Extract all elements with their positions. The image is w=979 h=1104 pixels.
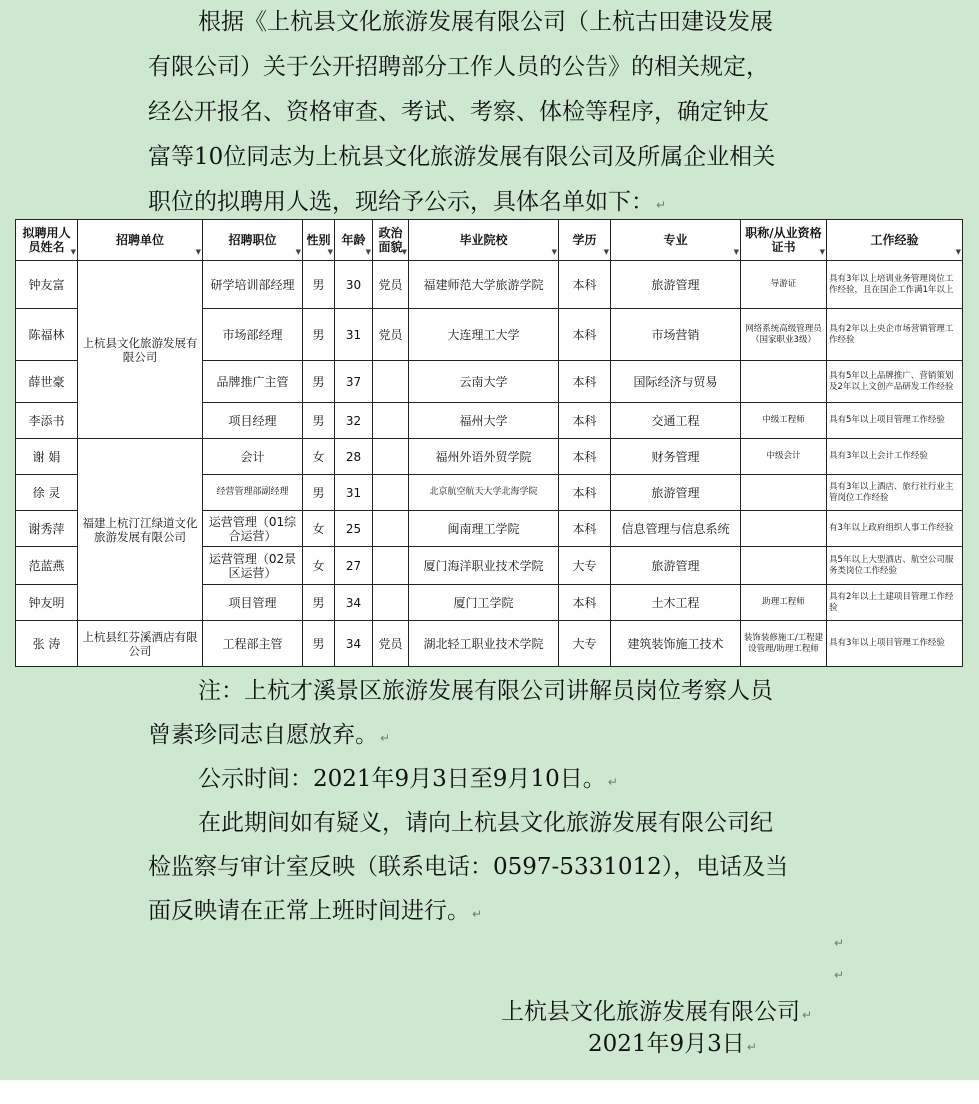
header-name[interactable]: 拟聘用人员姓名 ▼ [16,220,78,261]
table-row [16,439,963,475]
cell-political [373,475,409,511]
filter-arrow-icon[interactable]: ▼ [733,248,739,256]
cell-gender: 男 [303,309,335,361]
cell-cert [741,547,827,585]
table-row [16,621,963,667]
header-position[interactable]: 招聘职位 ▼ [203,220,303,261]
cell-experience: 具5年以上大型酒店、航空公司服务类岗位工作经验 [827,547,963,585]
paragraph-mark-icon: ↵ [472,907,483,921]
paragraph-mark-icon: ↵ [607,775,618,789]
header-political[interactable]: 政治面貌 ▼ [373,220,409,261]
cell-school: 厦门海洋职业技术学院 [409,547,559,585]
signature-date: 2021年9月3日 ↵ [588,1031,757,1057]
cell-position: 项目经理 [203,403,303,439]
intro-line-2: 有限公司）关于公开招聘部分工作人员的公告》的相关规定， [148,54,769,80]
cell-name: 钟友富 [16,261,78,309]
cell-major: 土木工程 [611,585,741,621]
filter-arrow-icon[interactable]: ▼ [195,248,201,256]
cell-degree: 大专 [559,621,611,667]
cell-gender: 女 [303,547,335,585]
note-line-1: 注：上杭才溪景区旅游发展有限公司讲解员岗位考察人员 [198,678,773,704]
cell-experience: 具有3年以上培训业务管理岗位工作经验，且在国企工作满1年以上 [827,261,963,309]
paragraph-mark-icon: ↵ [656,198,667,212]
cell-age: 32 [335,403,373,439]
cell-position: 运营管理（02景区运营） [203,547,303,585]
cell-school: 云南大学 [409,361,559,403]
cell-experience: 具有3年以上项目管理工作经验 [827,621,963,667]
cell-name: 李添书 [16,403,78,439]
cell-age: 30 [335,261,373,309]
candidate-table [15,219,963,667]
filter-arrow-icon[interactable]: ▼ [955,248,961,256]
cell-position: 会计 [203,439,303,475]
cell-age: 34 [335,621,373,667]
cell-age: 31 [335,475,373,511]
paragraph-mark-icon: ↵ [802,1008,813,1022]
contact-line-3: 面反映请在正常上班时间进行。 ↵ [148,898,483,924]
cell-position: 工程部主管 [203,621,303,667]
cell-major: 市场营销 [611,309,741,361]
cell-experience: 具有3年以上酒店、旅行社行业主管岗位工作经验 [827,475,963,511]
cell-school: 福州大学 [409,403,559,439]
cell-degree: 本科 [559,439,611,475]
cell-position: 运营管理（01综合运营） [203,511,303,547]
cell-experience: 具有5年以上品牌推广、营销策划及2年以上文创产品研发工作经验 [827,361,963,403]
cell-cert [741,475,827,511]
cell-experience: 有3年以上政府组织人事工作经验 [827,511,963,547]
cell-political: 党员 [373,309,409,361]
intro-line-5: 职位的拟聘用人选，现给予公示，具体名单如下： ↵ [148,189,667,215]
cell-political [373,511,409,547]
cell-cert: 网络系统高级管理员（国家职业3级） [741,309,827,361]
cell-gender: 男 [303,403,335,439]
cell-major: 旅游管理 [611,475,741,511]
cell-cert: 装饰装修施工/工程建设管理/助理工程师 [741,621,827,667]
cell-degree: 本科 [559,475,611,511]
cell-name: 范蓝燕 [16,547,78,585]
cell-political [373,403,409,439]
cell-gender: 男 [303,475,335,511]
cell-political: 党员 [373,261,409,309]
cell-unit: 福建上杭汀江绿道文化旅游发展有限公司 [78,439,203,621]
cell-major: 信息管理与信息系统 [611,511,741,547]
note-line-2: 曾素珍同志自愿放弃。 ↵ [148,722,391,748]
cell-gender: 男 [303,621,335,667]
contact-line-2: 检监察与审计室反映（联系电话：0597-5331012），电话及当 [148,854,789,880]
cell-experience: 具有2年以上央企市场营销管理工作经验 [827,309,963,361]
publicity-period: 公示时间：2021年9月3日至9月10日。 ↵ [198,766,618,792]
cell-name: 薛世豪 [16,361,78,403]
cell-school: 福州外语外贸学院 [409,439,559,475]
cell-cert [741,361,827,403]
cell-degree: 大专 [559,547,611,585]
table-row [16,261,963,309]
cell-name: 张 涛 [16,621,78,667]
filter-arrow-icon[interactable]: ▼ [365,248,371,256]
cell-cert [741,511,827,547]
paragraph-mark-icon: ↵ [834,936,845,950]
cell-gender: 女 [303,511,335,547]
cell-age: 25 [335,511,373,547]
cell-political [373,585,409,621]
cell-degree: 本科 [559,403,611,439]
cell-name: 谢 娟 [16,439,78,475]
cell-age: 28 [335,439,373,475]
paragraph-mark-icon: ↵ [746,1040,757,1054]
empty-paragraph-mark [832,930,844,953]
filter-arrow-icon[interactable]: ▼ [603,248,609,256]
cell-cert: 导游证 [741,261,827,309]
cell-age: 37 [335,361,373,403]
cell-major: 旅游管理 [611,547,741,585]
cell-school: 厦门工学院 [409,585,559,621]
filter-arrow-icon[interactable]: ▼ [70,248,76,256]
intro-line-1: 根据《上杭县文化旅游发展有限公司（上杭古田建设发展 [198,9,773,35]
cell-degree: 本科 [559,585,611,621]
cell-cert: 助理工程师 [741,585,827,621]
filter-arrow-icon[interactable]: ▼ [327,248,333,256]
intro-line-4: 富等10位同志为上杭县文化旅游发展有限公司及所属企业相关 [148,144,776,170]
cell-unit: 上杭县红芬溪酒店有限公司 [78,621,203,667]
cell-gender: 男 [303,361,335,403]
cell-school: 闽南理工学院 [409,511,559,547]
cell-name: 陈福林 [16,309,78,361]
cell-experience: 具有5年以上项目管理工作经验 [827,403,963,439]
cell-political [373,439,409,475]
cell-position: 项目管理 [203,585,303,621]
cell-degree: 本科 [559,309,611,361]
cell-gender: 男 [303,261,335,309]
cell-degree: 本科 [559,361,611,403]
cell-experience: 具有2年以上土建项目管理工作经验 [827,585,963,621]
cell-unit: 上杭县文化旅游发展有限公司 [78,261,203,439]
cell-cert: 中级会计 [741,439,827,475]
header-degree[interactable]: 学历 ▼ [559,220,611,261]
cell-name: 谢秀萍 [16,511,78,547]
cell-position: 经营管理部副经理 [203,475,303,511]
cell-major: 建筑装饰施工技术 [611,621,741,667]
cell-cert: 中级工程师 [741,403,827,439]
cell-gender: 女 [303,439,335,475]
cell-experience: 具有3年以上会计工作经验 [827,439,963,475]
cell-political [373,547,409,585]
paragraph-mark-icon: ↵ [380,731,391,745]
header-age[interactable]: 年龄 ▼ [335,220,373,261]
filter-arrow-icon[interactable]: ▼ [551,248,557,256]
header-cert[interactable]: 职称/从业资格证书 ▼ [741,220,827,261]
cell-school: 大连理工大学 [409,309,559,361]
cell-school: 北京航空航天大学北海学院 [409,475,559,511]
header-school[interactable]: 毕业院校 ▼ [409,220,559,261]
cell-name: 钟友明 [16,585,78,621]
cell-degree: 本科 [559,511,611,547]
cell-gender: 男 [303,585,335,621]
header-experience[interactable]: 工作经验 ▼ [827,220,963,261]
empty-paragraph-mark [832,962,844,985]
cell-major: 交通工程 [611,403,741,439]
filter-arrow-icon[interactable]: ▼ [295,248,301,256]
cell-age: 34 [335,585,373,621]
cell-age: 31 [335,309,373,361]
cell-name: 徐 灵 [16,475,78,511]
filter-arrow-icon[interactable]: ▼ [819,248,825,256]
cell-position: 品牌推广主管 [203,361,303,403]
header-unit[interactable]: 招聘单位 ▼ [78,220,203,261]
cell-position: 研学培训部经理 [203,261,303,309]
cell-school: 湖北轻工职业技术学院 [409,621,559,667]
filter-arrow-icon[interactable]: ▼ [401,248,407,256]
cell-major: 国际经济与贸易 [611,361,741,403]
cell-political: 党员 [373,621,409,667]
table-header-row [16,220,963,261]
contact-line-1: 在此期间如有疑义，请向上杭县文化旅游发展有限公司纪 [198,810,773,836]
cell-school: 福建师范大学旅游学院 [409,261,559,309]
cell-position: 市场部经理 [203,309,303,361]
cell-degree: 本科 [559,261,611,309]
paragraph-mark-icon: ↵ [834,968,845,982]
cell-age: 27 [335,547,373,585]
cell-political [373,361,409,403]
cell-major: 旅游管理 [611,261,741,309]
cell-major: 财务管理 [611,439,741,475]
intro-line-3: 经公开报名、资格审查、考试、考察、体检等程序，确定钟友 [148,99,769,125]
header-gender[interactable]: 性别 ▼ [303,220,335,261]
signature-org: 上杭县文化旅游发展有限公司 ↵ [501,999,813,1025]
header-major[interactable]: 专业 ▼ [611,220,741,261]
